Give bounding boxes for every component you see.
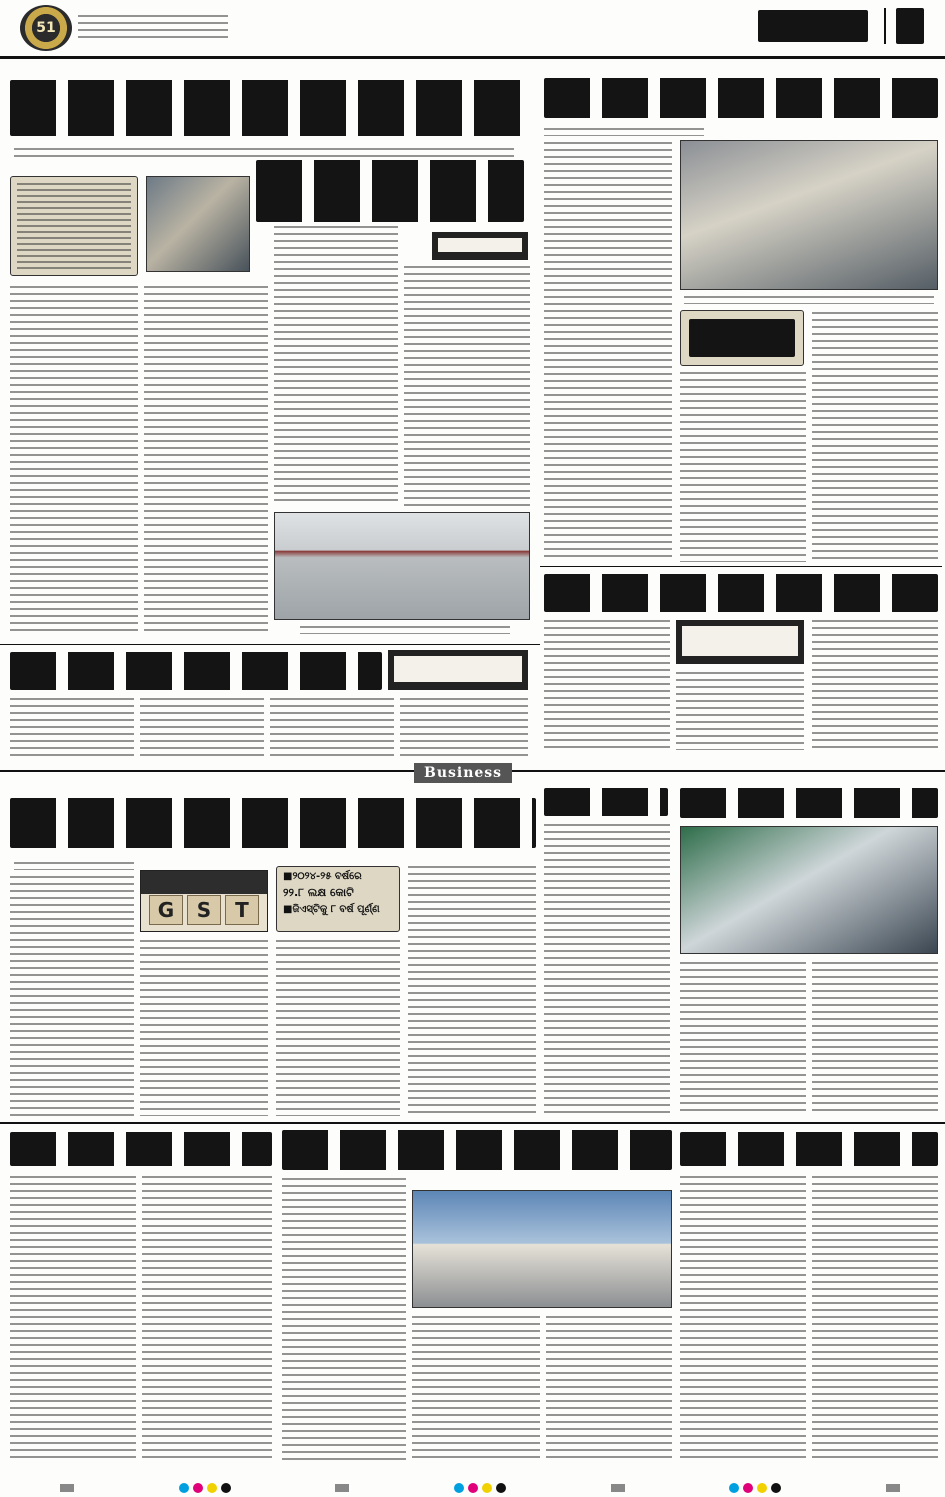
magenta-dot	[193, 1483, 203, 1493]
section-title	[758, 10, 868, 42]
page-number	[896, 8, 924, 44]
gst-col-1	[10, 876, 134, 1116]
lead-col-2	[144, 286, 268, 636]
yellow-dot	[207, 1483, 217, 1493]
death-mystery-box	[680, 310, 804, 366]
lead-shop-photo	[274, 512, 530, 620]
cough-syrup-col-1	[544, 620, 670, 750]
masthead-left	[20, 4, 280, 52]
dateline-block	[78, 15, 228, 41]
section-divider	[884, 8, 886, 44]
bangladeshi-col-3	[270, 698, 394, 756]
bom-inauguration-photo	[680, 826, 938, 954]
registration-square	[60, 1484, 74, 1492]
black-dot	[221, 1483, 231, 1493]
gst-col-2	[140, 940, 268, 1116]
cough-syrup-col-2	[676, 672, 804, 750]
color-dots	[729, 1483, 781, 1493]
lead-col-4	[404, 266, 530, 506]
magenta-dot	[468, 1483, 478, 1493]
cough-syrup-rule	[540, 566, 942, 567]
registration-square	[335, 1484, 349, 1492]
yellow-dot	[757, 1483, 767, 1493]
lead-subhead	[256, 160, 524, 222]
registration-square	[886, 1484, 900, 1492]
gst-stat-year: ■୨୦୨୪-୨୫ ବର୍ଷରେ	[283, 871, 362, 882]
triangle-love-dateline	[544, 128, 704, 136]
business-label: Business	[414, 763, 512, 783]
bangladeshi-callout-text	[394, 656, 522, 682]
bangladeshi-headline	[10, 652, 382, 690]
gst-tile-t: T	[225, 895, 259, 925]
masthead-rule	[0, 56, 945, 59]
triangle-love-col-1	[544, 142, 672, 562]
lead-portrait-photo	[146, 176, 250, 272]
business-label-wrap	[414, 762, 512, 782]
electric-mobility-col-2	[142, 1176, 272, 1460]
bangladeshi-rule	[0, 644, 540, 645]
registration-square	[611, 1484, 625, 1492]
lead-photo-caption	[300, 626, 510, 634]
bottom-row-rule	[0, 1122, 945, 1124]
lead-bullets-text	[17, 183, 131, 269]
cyan-dot	[454, 1483, 464, 1493]
black-dot	[496, 1483, 506, 1493]
death-mystery-text	[689, 319, 795, 357]
gst-headline	[10, 798, 536, 848]
cipet-headline	[282, 1130, 672, 1170]
triangle-love-col-3	[680, 372, 806, 562]
lead-col-1	[10, 286, 138, 636]
cough-syrup-callout	[676, 620, 804, 664]
bangladeshi-col-4	[400, 698, 528, 756]
cyan-dot	[729, 1483, 739, 1493]
hdfc-headline	[680, 1132, 938, 1166]
lead-bullets-box	[10, 176, 138, 276]
triangle-love-headline	[544, 78, 938, 118]
hdfc-col-1	[680, 1176, 806, 1460]
bangladeshi-col-1	[10, 698, 134, 756]
cyan-dot	[179, 1483, 189, 1493]
lead-callout	[432, 232, 528, 260]
gst-dateline	[14, 862, 134, 870]
bom-col-2	[812, 962, 938, 1116]
triangle-love-col-2	[812, 312, 938, 562]
cipet-col-3	[546, 1316, 672, 1460]
magenta-dot	[743, 1483, 753, 1493]
gst-col-4	[408, 866, 536, 1116]
bangladeshi-col-2	[140, 698, 264, 756]
lead-callout-text	[438, 238, 522, 252]
triangle-love-photo	[680, 140, 938, 290]
gst-stat-amount: ୨୨.୮ ଲକ୍ଷ କୋଟି	[283, 886, 354, 899]
share-market-text	[544, 824, 670, 1116]
black-dot	[771, 1483, 781, 1493]
bangladeshi-callout	[388, 650, 528, 690]
cough-syrup-col-3	[812, 620, 938, 750]
gst-col-3	[276, 940, 400, 1116]
hdfc-col-2	[812, 1176, 938, 1460]
lead-headline	[10, 80, 530, 136]
logo-number: 51	[36, 20, 56, 36]
lead-col-3	[274, 226, 398, 506]
triangle-love-caption	[684, 296, 934, 304]
yellow-dot	[482, 1483, 492, 1493]
cipet-col-1	[282, 1178, 406, 1460]
electric-mobility-headline	[10, 1132, 272, 1166]
gst-stats-box	[276, 866, 400, 932]
color-dots	[454, 1483, 506, 1493]
cough-syrup-headline	[544, 574, 938, 612]
lead-kicker	[14, 148, 514, 158]
electric-mobility-col-1	[10, 1176, 136, 1460]
gst-tile-g: G	[149, 895, 183, 925]
bom-headline	[680, 788, 938, 818]
share-market-headline	[544, 788, 668, 816]
anniversary-logo	[20, 5, 72, 51]
dateline-text	[78, 15, 228, 41]
color-dots	[179, 1483, 231, 1493]
gst-tile-s: S	[187, 895, 221, 925]
bom-col-1	[680, 962, 806, 1116]
cough-syrup-callout-text	[682, 626, 798, 656]
print-registration-marks	[60, 1482, 900, 1494]
cipet-col-2	[412, 1316, 540, 1460]
gst-photo	[140, 870, 268, 932]
cipet-conference-photo	[412, 1190, 672, 1308]
gst-stat-years: ■ଜିଏସ୍‌ଟିକୁ ୮ ବର୍ଷ ପୂର୍ଣ୍ଣ	[283, 904, 380, 915]
